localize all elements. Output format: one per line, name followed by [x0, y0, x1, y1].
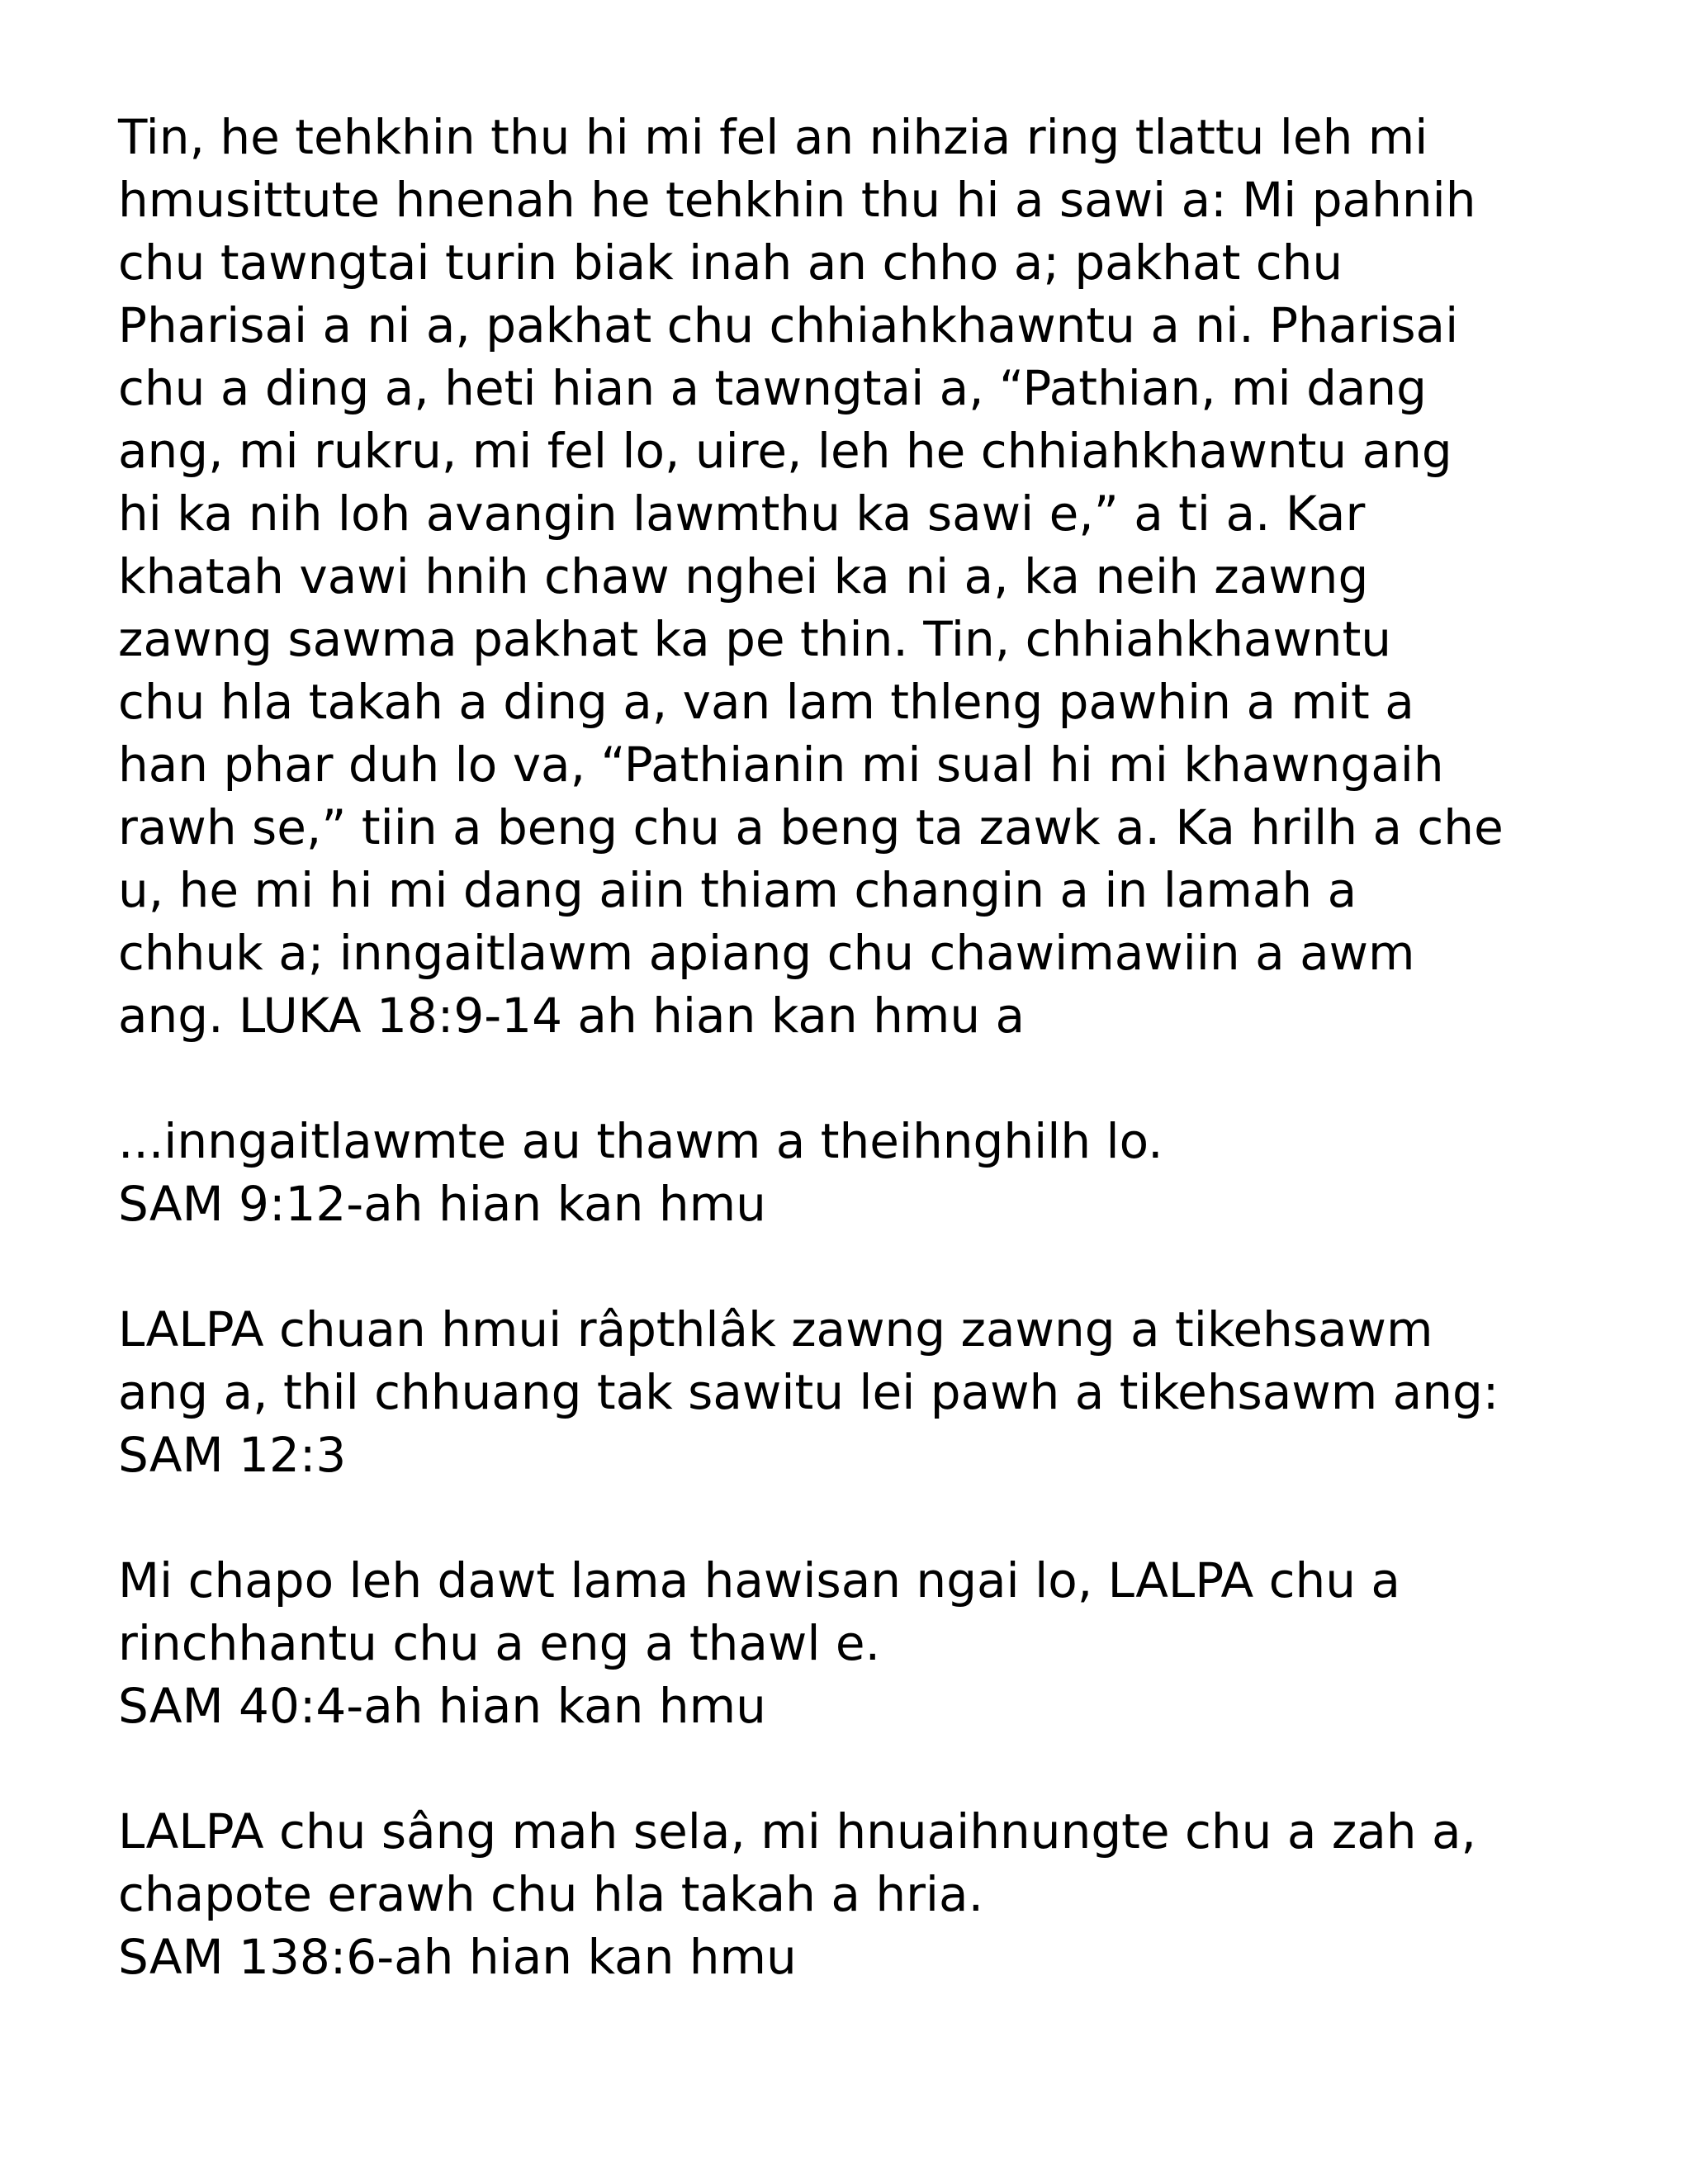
text-line: chhuk a; inngaitlawm apiang chu chawimawiin a awm [118, 925, 1415, 981]
text-line: ang. LUKA 18:9-14 ah hian kan hmu a [118, 988, 1025, 1044]
reference-line: SAM 138:6-ah hian kan hmu [118, 1929, 797, 1985]
text-line: ang a, thil chhuang tak sawitu lei pawh a tikehsawm ang: [118, 1364, 1499, 1420]
text-line: u, he mi hi mi dang aiin thiam changin a in lamah a [118, 862, 1357, 918]
text-line: hi ka nih loh avangin lawmthu ka sawi e,” a ti a. Kar [118, 486, 1366, 542]
text-line: chu tawngtai turin biak inah an chho a; pakhat chu [118, 235, 1343, 291]
paragraph-spacer [118, 1737, 1596, 1800]
text-line: rinchhantu chu a eng a thawl e. [118, 1615, 881, 1671]
passage-sam-12-3 [118, 1298, 1596, 1486]
text-line: zawng sawma pakhat ka pe thin. Tin, chhiahkhawntu [118, 611, 1392, 667]
passage-sam-9-12 [118, 1110, 1596, 1235]
document-body [118, 106, 1596, 1988]
reference-line: SAM 12:3 [118, 1427, 347, 1483]
text-line: LALPA chu sâng mah sela, mi hnuaihnungte chu a zah a, [118, 1803, 1476, 1859]
text-line: chu hla takah a ding a, van lam thleng pawhin a mit a [118, 674, 1414, 730]
text-line: ang, mi rukru, mi fel lo, uire, leh he chhiahkhawntu ang [118, 423, 1452, 479]
paragraph-spacer [118, 1235, 1596, 1298]
text-line: Pharisai a ni a, pakhat chu chhiahkhawntu a ni. Pharisai [118, 297, 1459, 353]
text-line: han phar duh lo va, “Pathianin mi sual hi mi khawngaih [118, 737, 1444, 793]
paragraph-spacer [118, 1486, 1596, 1549]
passage-sam-40-4 [118, 1549, 1596, 1737]
text-line: chapote erawh chu hla takah a hria. [118, 1866, 984, 1922]
text-line: ...inngaitlawmte au thawm a theihnghilh lo. [118, 1113, 1163, 1169]
reference-line: SAM 9:12-ah hian kan hmu [118, 1176, 766, 1232]
text-line: Tin, he tehkhin thu hi mi fel an nihzia ring tlattu leh mi [118, 109, 1428, 165]
text-line: khatah vawi hnih chaw nghei ka ni a, ka neih zawng [118, 548, 1369, 604]
paragraph-spacer [118, 1047, 1596, 1110]
passage-sam-138-6 [118, 1800, 1596, 1988]
text-line: rawh se,” tiin a beng chu a beng ta zawk a. Ka hrilh a che [118, 799, 1504, 855]
text-line: LALPA chuan hmui râpthlâk zawng zawng a tikehsawm [118, 1301, 1433, 1357]
passage-luka-18 [118, 106, 1596, 1047]
text-line: hmusittute hnenah he tehkhin thu hi a sawi a: Mi pahnih [118, 172, 1476, 228]
text-line: Mi chapo leh dawt lama hawisan ngai lo, LALPA chu a [118, 1552, 1400, 1608]
text-line: chu a ding a, heti hian a tawngtai a, “Pathian, mi dang [118, 360, 1428, 416]
reference-line: SAM 40:4-ah hian kan hmu [118, 1678, 766, 1734]
